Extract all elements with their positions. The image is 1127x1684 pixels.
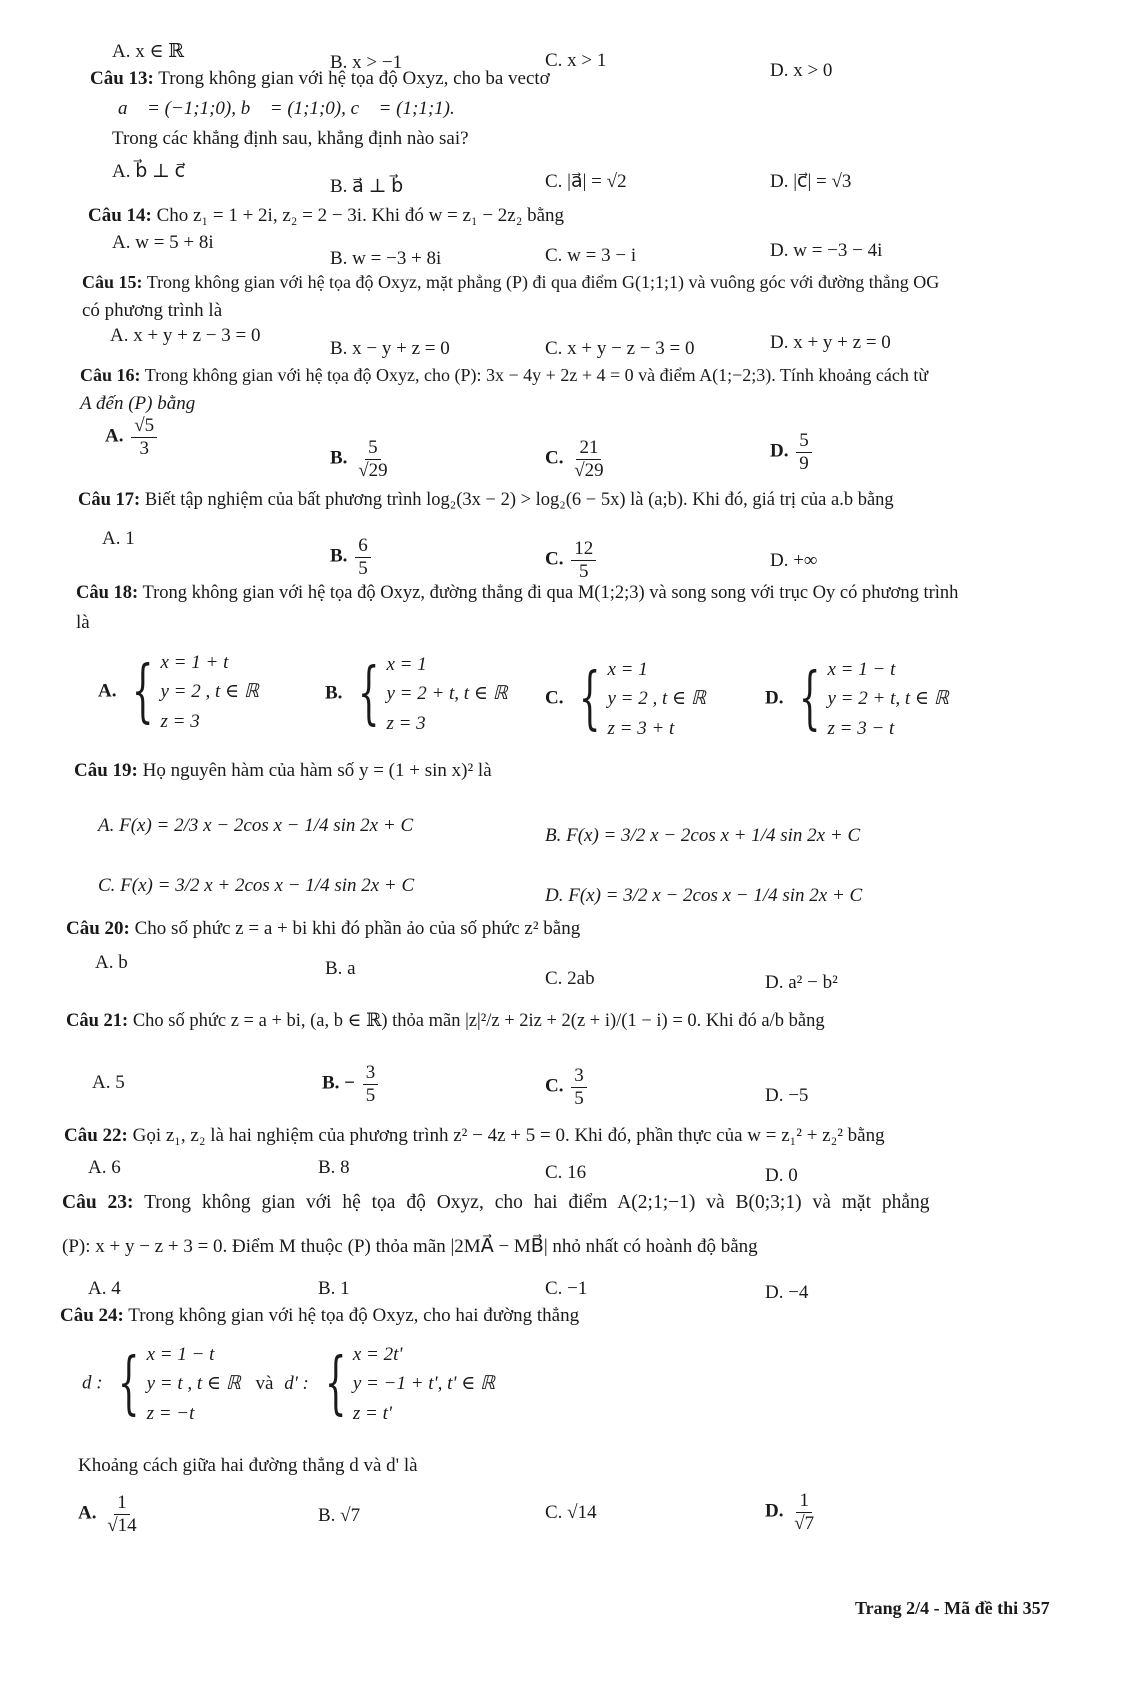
q21-option-b	[322, 1062, 381, 1107]
q20-option-b: B. a	[325, 958, 356, 979]
fraction-numerator: 3	[363, 1062, 379, 1085]
option-label: B.	[330, 545, 348, 567]
q16-option-b	[330, 437, 394, 482]
q21-option-d: D. −5	[765, 1085, 809, 1106]
question-text: Gọi z₁, z₂ là hai nghiệm của phương trình z² − 4z + 5 = 0. Khi đó, phần thực của w = z₁² + z₂² bằng	[132, 1125, 885, 1146]
question-text: Cho số phức z = a + bi khi đó phần ảo của số phức z² bằng	[134, 918, 581, 939]
q21-option-a: A. 5	[92, 1072, 125, 1093]
question-label: Câu 15:	[82, 272, 143, 292]
q15-text-cont: có phương trình là	[82, 300, 223, 321]
fraction-denominator: 5	[358, 557, 368, 579]
q18-option-c: C. { x = 1 y = 2 , t ∈ ℝ z = 3 + t	[545, 655, 706, 743]
q18-text-cont: là	[76, 612, 90, 633]
question-23	[62, 1192, 930, 1214]
q21-option-c	[545, 1065, 590, 1110]
question-label: Câu 14:	[88, 205, 152, 226]
question-16	[80, 365, 928, 386]
option-label: A.	[78, 1502, 97, 1524]
question-text: Trong không gian với hệ tọa độ Oxyz, mặt phẳng (P) đi qua điểm G(1;1;1) và vuông góc với đường thẳng OG	[146, 272, 940, 292]
q12-option-b: B. x > −1	[330, 52, 403, 73]
option-label: D.	[765, 1500, 784, 1522]
question-text: Họ nguyên hàm của hàm số y = (1 + sin x)² là	[142, 760, 492, 781]
question-22	[64, 1125, 885, 1147]
system-row: z = 3	[160, 710, 200, 732]
q24-option-c: C. √14	[545, 1502, 597, 1523]
q19-option-c: C. F(x) = 3/2 x + 2cos x − 1/4 sin 2x + C	[98, 875, 415, 896]
q17-option-a: A. 1	[102, 528, 135, 549]
q13-option-c: C. |a⃗| = √2	[545, 171, 627, 192]
question-text: Cho số phức z = a + bi, (a, b ∈ ℝ) thỏa mãn |z|²/z + 2iz + 2(z + i)/(1 − i) = 0. Khi đó a/b bằng	[132, 1011, 825, 1031]
system-row: y = 2 , t ∈ ℝ	[160, 681, 259, 703]
q22-option-b: B. 8	[318, 1157, 350, 1178]
option-label: C.	[545, 447, 564, 469]
question-label: Câu 24:	[60, 1305, 124, 1326]
question-label: Câu 21:	[66, 1011, 129, 1031]
conjunction: và	[255, 1372, 274, 1394]
option-label: A.	[98, 680, 117, 702]
q12-option-c: C. x > 1	[545, 50, 607, 71]
question-label: Câu 18:	[76, 583, 139, 603]
fraction-numerator: 6	[355, 535, 371, 558]
q16-option-a	[105, 415, 160, 460]
option-label: C.	[545, 548, 564, 570]
question-15	[82, 272, 939, 293]
option-label: D.	[765, 687, 784, 709]
fraction-denominator: √7	[794, 1512, 815, 1534]
q15-option-d: D. x + y + z = 0	[770, 332, 891, 353]
question-label: Câu 20:	[66, 918, 130, 939]
question-text: Trong không gian với hệ tọa độ Oxyz, đường thẳng đi qua M(1;2;3) và song song với trục Oy có phương trình	[142, 583, 959, 603]
system-row: x = 1 − t	[827, 659, 896, 680]
fraction-numerator: 5	[365, 437, 381, 460]
page-footer: Trang 2/4 - Mã đề thi 357	[855, 1598, 1050, 1618]
fraction-numerator: √5	[131, 415, 157, 438]
system-row: z = 3 − t	[827, 717, 895, 739]
option-label: B.	[330, 447, 348, 469]
option-label: D.	[770, 440, 789, 462]
question-text: Cho z₁ = 1 + 2i, z₂ = 2 − 3i. Khi đó w = z₁ − 2z₂ bằng	[156, 205, 565, 226]
q13-instruction: Trong các khẳng định sau, khẳng định nào sai?	[112, 128, 469, 149]
q16-text-cont: A đến (P) bằng	[80, 393, 196, 414]
option-label: B.	[325, 682, 343, 704]
question-13	[90, 68, 550, 90]
fraction-numerator: 12	[571, 538, 596, 561]
question-text: Trong không gian với hệ tọa độ Oxyz, cho (P): 3x − 4y + 2z + 4 = 0 và điểm A(1;−2;3). Tính khoảng cách từ	[144, 365, 929, 385]
q13-option-d: D. |c⃗| = √3	[770, 171, 852, 192]
q15-option-b: B. x − y + z = 0	[330, 338, 450, 359]
q22-option-a: A. 6	[88, 1157, 121, 1178]
system-row: x = 2t'	[352, 1344, 403, 1365]
q24-option-b: B. √7	[318, 1505, 361, 1526]
q19-option-b: B. F(x) = 3/2 x − 2cos x + 1/4 sin 2x + C	[545, 825, 861, 846]
fraction-denominator: 5	[365, 1084, 376, 1106]
question-17	[78, 490, 894, 511]
option-label: C.	[545, 687, 564, 709]
question-text: Trong không gian với hệ tọa độ Oxyz, cho hai đường thẳng	[128, 1305, 580, 1326]
question-text: Trong không gian với hệ tọa độ Oxyz, cho ba vectơ	[158, 68, 550, 89]
system-row: y = 2 + t, t ∈ ℝ	[386, 683, 508, 705]
fraction-denominator: √29	[358, 459, 388, 481]
q14-option-a: A. w = 5 + 8i	[112, 232, 214, 253]
q17-option-d: D. +∞	[770, 550, 818, 571]
system-row: y = 2 , t ∈ ℝ	[607, 688, 706, 710]
q13-option-a: A. b⃗ ⊥ c⃗	[112, 161, 186, 182]
q20-option-d: D. a² − b²	[765, 972, 838, 993]
q17-option-c	[545, 538, 599, 583]
q24-option-a	[78, 1492, 143, 1537]
q23-option-c: C. −1	[545, 1278, 588, 1299]
question-14	[88, 205, 564, 227]
q16-option-c	[545, 437, 610, 482]
q12-option-d: D. x > 0	[770, 60, 833, 81]
fraction-denominator: 5	[578, 560, 589, 582]
q18-option-b: B. { x = 1 y = 2 + t, t ∈ ℝ z = 3	[325, 650, 508, 738]
system-row: x = 1 + t	[160, 652, 229, 673]
q20-option-c: C. 2ab	[545, 968, 595, 989]
question-label: Câu 13:	[90, 68, 154, 89]
system-row: z = 3	[386, 712, 426, 734]
fraction-denominator: √14	[107, 1514, 137, 1536]
system-row: z = 3 + t	[607, 717, 675, 739]
fraction-numerator: 1	[796, 1490, 812, 1513]
question-text: Biết tập nghiệm của bất phương trình log₂(3x − 2) > log₂(6 − 5x) là (a;b). Khi đó, giá trị của a.b bằng	[144, 490, 894, 510]
q22-option-d: D. 0	[765, 1165, 798, 1186]
q14-option-b: B. w = −3 + 8i	[330, 248, 442, 269]
question-label: Câu 16:	[80, 365, 141, 385]
question-20	[66, 918, 580, 940]
system-row: x = 1 − t	[146, 1344, 215, 1365]
q24-option-d	[765, 1490, 820, 1535]
q22-option-c: C. 16	[545, 1162, 587, 1183]
option-label: C.	[545, 1075, 564, 1097]
q15-option-a: A. x + y + z − 3 = 0	[110, 325, 261, 346]
q12-option-a: A. x ∈ ℝ	[112, 41, 185, 62]
system-row: y = 2 + t, t ∈ ℝ	[827, 688, 949, 710]
question-label: Câu 22:	[64, 1125, 128, 1146]
q14-option-c: C. w = 3 − i	[545, 245, 637, 266]
fraction-denominator: 3	[139, 437, 149, 459]
question-label: Câu 23:	[62, 1192, 134, 1213]
system-row: y = t , t ∈ ℝ	[146, 1373, 241, 1395]
fraction-numerator: 1	[114, 1492, 130, 1515]
system-row: z = t'	[352, 1402, 392, 1424]
q13-vectors: a⃗ = (−1;1;0), b⃗ = (1;1;0), c⃗ = (1;1;1).	[118, 98, 455, 119]
q23-option-d: D. −4	[765, 1282, 809, 1303]
question-text: Trong không gian với hệ tọa độ Oxyz, cho hai điểm A(2;1;−1) và B(0;3;1) và mặt phẳng	[144, 1192, 930, 1213]
system-row: x = 1	[386, 654, 427, 675]
q16-option-d	[770, 430, 815, 475]
q13-option-b: B. a⃗ ⊥ b⃗	[330, 176, 404, 197]
line-d-name: d :	[82, 1372, 103, 1394]
q20-option-a: A. b	[95, 952, 128, 973]
q23-text-cont: (P): x + y − z + 3 = 0. Điểm M thuộc (P) thỏa mãn |2MA⃗ − MB⃗| nhỏ nhất có hoành độ bằng	[62, 1236, 758, 1257]
question-24	[60, 1305, 579, 1327]
q19-option-d: D. F(x) = 3/2 x − 2cos x − 1/4 sin 2x + C	[545, 885, 863, 906]
fraction-denominator: 9	[799, 452, 809, 474]
q23-option-a: A. 4	[88, 1278, 121, 1299]
question-label: Câu 19:	[74, 760, 138, 781]
fraction-denominator: 5	[574, 1087, 584, 1109]
fraction-numerator: 3	[571, 1065, 587, 1088]
q18-option-a: A. { x = 1 + t y = 2 , t ∈ ℝ z = 3	[98, 648, 259, 736]
option-label: A.	[105, 425, 124, 447]
q19-option-a: A. F(x) = 2/3 x − 2cos x − 1/4 sin 2x + C	[98, 815, 414, 836]
fraction-numerator: 5	[796, 430, 812, 453]
question-18	[76, 583, 958, 604]
q17-option-b	[330, 535, 374, 580]
q15-option-c: C. x + y − z − 3 = 0	[545, 338, 695, 359]
q18-option-d: D. { x = 1 − t y = 2 + t, t ∈ ℝ z = 3 − t	[765, 655, 949, 743]
question-21	[66, 1010, 825, 1032]
q23-option-b: B. 1	[318, 1278, 350, 1299]
question-19	[74, 760, 492, 782]
line-dp-name: d' :	[284, 1372, 309, 1394]
q14-option-d: D. w = −3 − 4i	[770, 240, 883, 261]
system-row: y = −1 + t', t' ∈ ℝ	[352, 1373, 496, 1395]
question-label: Câu 17:	[78, 490, 141, 510]
option-label: B. −	[322, 1072, 355, 1094]
fraction-denominator: √29	[574, 459, 604, 481]
q24-line-systems: d : { x = 1 − t y = t , t ∈ ℝ z = −t và d' : { x = 2t' y = −1 + t', t' ∈ ℝ z = t'	[82, 1340, 495, 1428]
system-row: z = −t	[146, 1402, 195, 1424]
system-row: x = 1	[607, 659, 648, 680]
q24-text-cont: Khoảng cách giữa hai đường thẳng d và d' là	[78, 1455, 418, 1476]
fraction-numerator: 21	[576, 437, 601, 460]
